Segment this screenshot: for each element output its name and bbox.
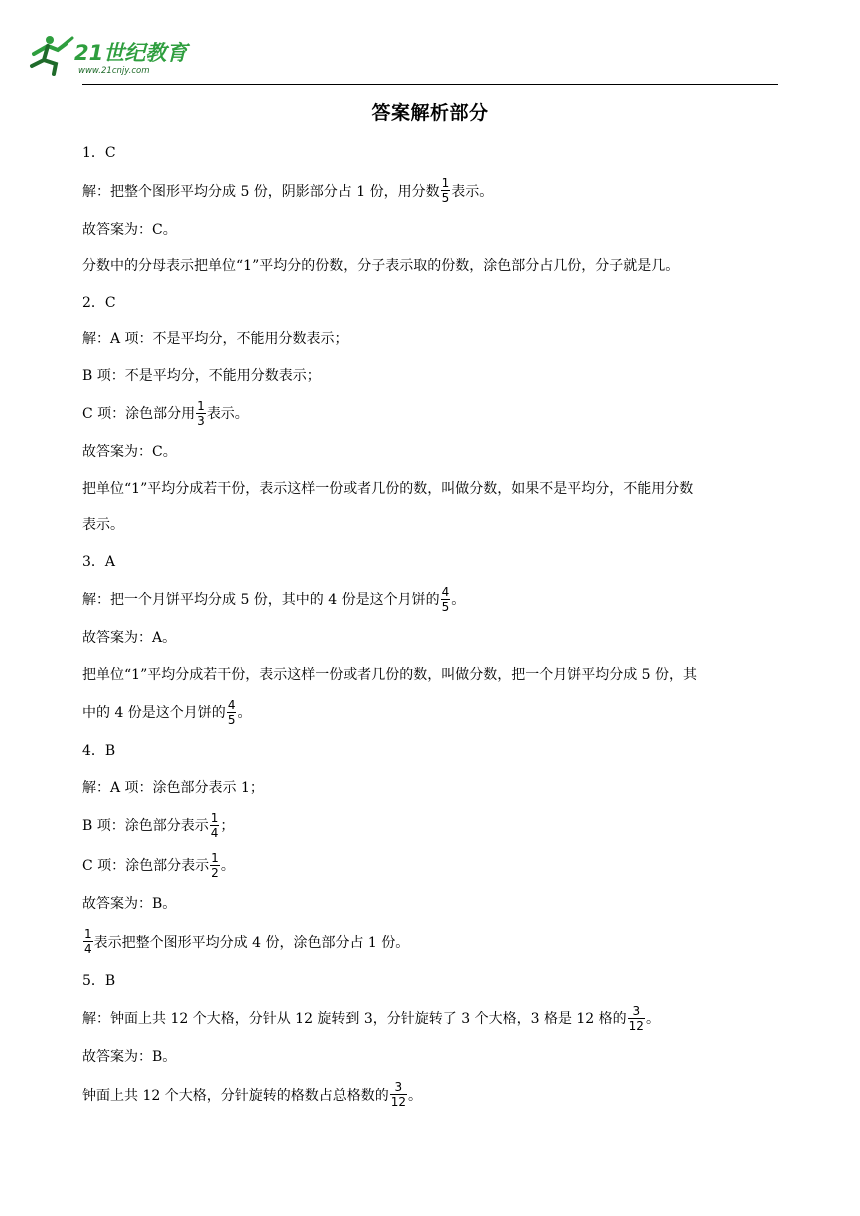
answer-3-note-line-1 (82, 656, 782, 693)
denominator: 4 (210, 825, 219, 840)
answer-2-note-line-2 (82, 506, 782, 543)
solution-text: B 项：涂色部分表示 (82, 818, 209, 834)
answer-5-heading (82, 962, 782, 999)
denominator: 5 (441, 191, 450, 205)
solution-text: 解：把整个图形平均分成 5 份，阴影部分占 1 份，用分数 (82, 183, 440, 200)
answer-2-final (82, 433, 782, 470)
answer-4-option-b (82, 805, 782, 845)
answer-label: 5．B (82, 972, 116, 989)
fraction (227, 699, 237, 726)
solution-text: 。 (220, 858, 235, 874)
explanation-text: 钟面上共 12 个大格，分针旋转的格数占总格数的 (82, 1087, 389, 1104)
explanation-text: 把单位“1”平均分成若干份，表示这样一份或者几份的数，叫做分数，如果不是平均分，不能用分数 (82, 480, 694, 497)
logo-url-text: www.21cnjy.com (78, 66, 150, 76)
answer-label: 1．C (82, 145, 116, 162)
solution-text: 表示。 (206, 406, 249, 422)
denominator: 12 (628, 1018, 644, 1033)
numerator: 4 (227, 697, 236, 712)
answer-5-final (82, 1038, 782, 1075)
answer-4-note (82, 922, 782, 962)
numerator: 3 (632, 1003, 641, 1018)
denominator: 2 (211, 865, 219, 880)
answer-label: 3．A (82, 553, 116, 570)
numerator: 1 (211, 850, 219, 865)
solution-text: C 项：涂色部分表示 (82, 858, 210, 874)
solution-text: 。 (451, 592, 466, 608)
solution-text: 解：钟面上共 12 个大格，分针从 12 旋转到 3，分针旋转了 3 个大格，3 格是 12 格的 (82, 1011, 627, 1027)
denominator: 12 (390, 1095, 406, 1109)
denominator: 4 (84, 942, 92, 956)
numerator: 1 (84, 927, 92, 941)
answer-3-final (82, 619, 782, 656)
explanation-text: 。 (408, 1087, 422, 1104)
answer-3-solution (82, 579, 782, 619)
answer-2-option-c (82, 393, 782, 433)
solution-text: 解：A 项：涂色部分表示 1； (82, 779, 264, 796)
explanation-text: 把单位“1”平均分成若干份，表示这样一份或者几份的数，叫做分数，把一个月饼平均分成 5 份，其 (82, 666, 698, 683)
solution-text: ； (220, 818, 235, 834)
page-header (0, 0, 860, 90)
explanation-text: 分数中的分母表示把单位“1”平均分的份数，分子表示取的份数，涂色部分占几份，分子就是几。 (82, 258, 680, 275)
fraction (441, 586, 451, 613)
explanation-text: 。 (237, 705, 252, 721)
solution-text: B 项：不是平均分，不能用分数表示； (82, 367, 321, 384)
answer-4-option-c (82, 845, 782, 885)
numerator: 1 (210, 810, 219, 825)
final-answer: 故答案为：C。 (82, 444, 177, 461)
final-answer: 故答案为：B。 (82, 1049, 177, 1066)
final-answer: 故答案为：C。 (82, 221, 177, 238)
answer-1-solution (82, 171, 782, 211)
answer-2-note-line-1 (82, 470, 782, 507)
page-title: 答案解析部分 (371, 102, 489, 124)
final-answer: 故答案为：B。 (82, 896, 177, 913)
numerator: 3 (394, 1080, 403, 1094)
fraction (628, 1005, 645, 1032)
fraction (196, 400, 206, 427)
answer-4-heading (82, 732, 782, 769)
answer-3-heading (82, 543, 782, 580)
explanation-text: 表示把整个图形平均分成 4 份，涂色部分占 1 份。 (93, 934, 410, 951)
answer-2-option-a (82, 320, 782, 357)
answer-label: 4．B (82, 743, 116, 760)
answer-1-final (82, 211, 782, 248)
denominator: 5 (441, 599, 450, 614)
answer-5-solution (82, 998, 782, 1038)
explanation-text: 中的 4 份是这个月饼的 (82, 705, 226, 721)
fraction (441, 177, 451, 204)
answer-1-note (82, 247, 782, 284)
fraction (210, 812, 220, 839)
numerator: 1 (197, 398, 205, 413)
answer-2-heading (82, 284, 782, 321)
solution-text: C 项：涂色部分用 (82, 406, 196, 422)
solution-text: 解：把一个月饼平均分成 5 份，其中的 4 份是这个月饼的 (82, 592, 440, 608)
numerator: 4 (441, 584, 450, 599)
header-divider (82, 84, 778, 85)
denominator: 3 (197, 413, 205, 428)
fraction (83, 928, 93, 955)
final-answer: 故答案为：A。 (82, 630, 177, 647)
answer-4-final (82, 885, 782, 922)
explanation-text: 表示。 (82, 517, 124, 534)
solution-text: 表示。 (451, 183, 494, 200)
answer-1-heading (82, 134, 782, 171)
fraction (210, 852, 220, 879)
fraction (390, 1081, 407, 1108)
solution-text: 。 (645, 1011, 660, 1027)
answer-2-option-b (82, 357, 782, 394)
solution-text: 解：A 项：不是平均分，不能用分数表示； (82, 331, 349, 348)
answer-3-note-line-2 (82, 692, 782, 732)
numerator: 1 (441, 176, 450, 190)
answer-list (82, 134, 782, 1115)
logo-main-text: 21世纪教育 (74, 41, 188, 65)
answer-4-option-a (82, 769, 782, 806)
denominator: 5 (227, 712, 236, 727)
answer-label: 2．C (82, 294, 116, 311)
runner-logo-icon (28, 32, 193, 80)
answer-5-note (82, 1075, 782, 1115)
